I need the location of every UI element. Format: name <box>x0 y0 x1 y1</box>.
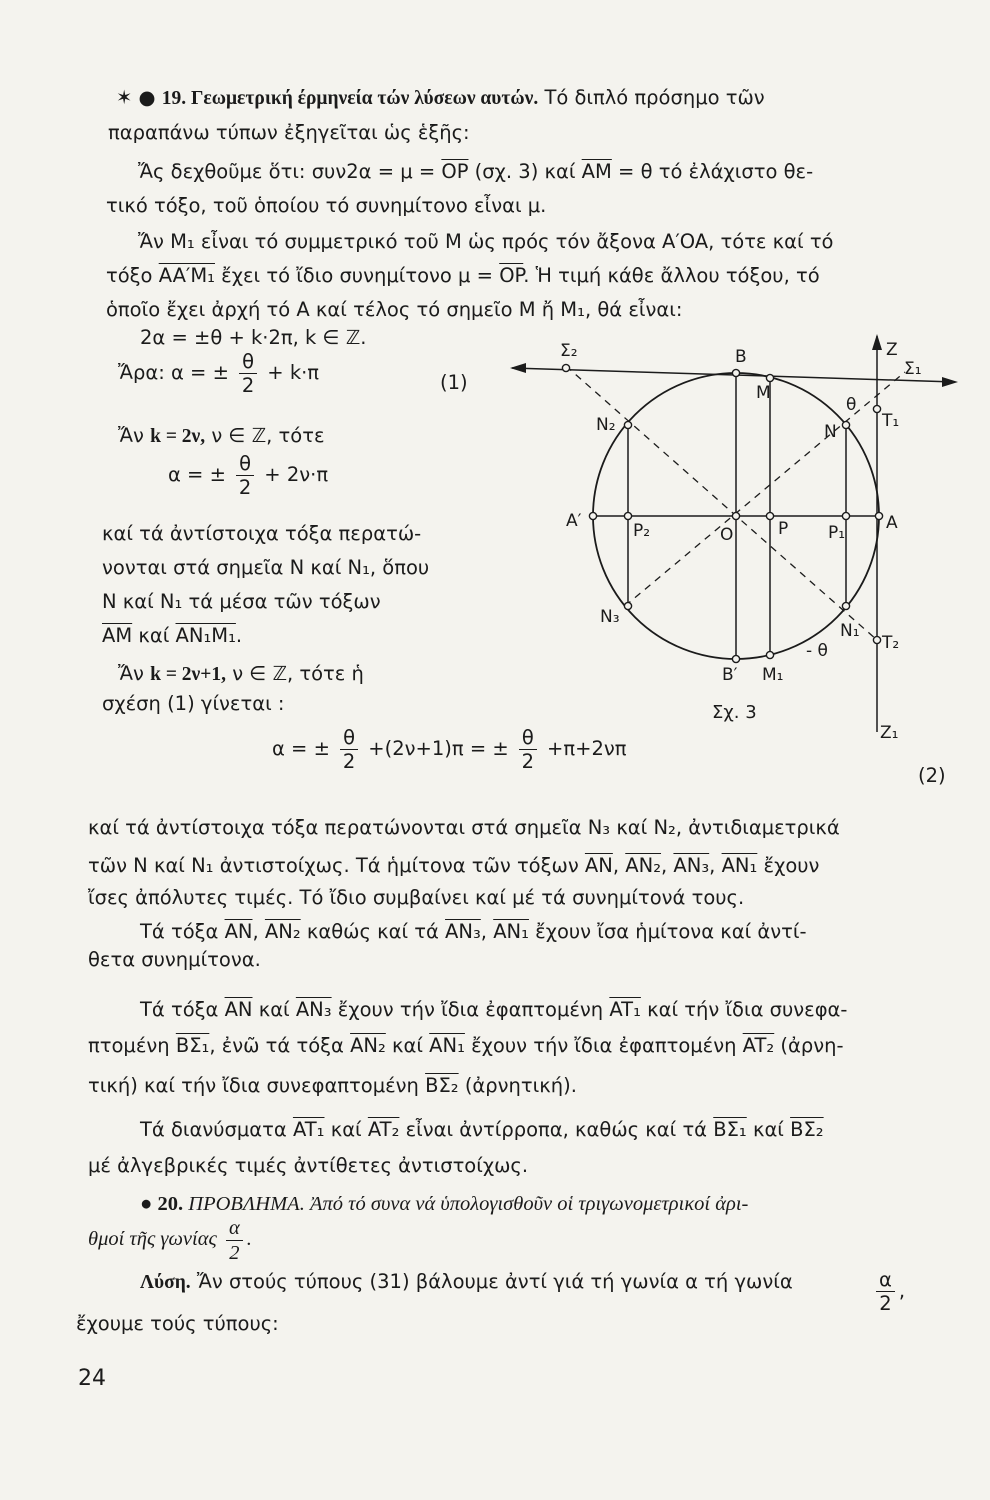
text: καί <box>746 1118 791 1141</box>
segment: BΣ₁ <box>175 1034 210 1057</box>
text: Ἄν στούς τύπους (31) βάλουμε ἀντί γιά τή γωνία α τή γωνία <box>190 1270 793 1293</box>
text: , <box>898 1279 906 1302</box>
label-a-prime: A′ <box>566 511 582 531</box>
text: . <box>235 624 243 647</box>
arc: AN₂ <box>264 920 301 943</box>
numerator: θ <box>340 728 358 750</box>
point-b <box>732 369 739 376</box>
point-n <box>842 421 849 428</box>
label-m1: M₁ <box>762 665 784 685</box>
paragraph-line: θετα συνημίτονα. <box>88 948 261 971</box>
point-a <box>875 512 882 519</box>
text: ἔχουν τήν ἴδια ἐφαπτομένη <box>464 1034 743 1057</box>
paragraph-line: καί τά ἀντίστοιχα τόξα περατώνονται στά σημεῖα N₃ καί N₂, ἀντιδιαμετρικά <box>88 816 840 839</box>
label-t1: T₁ <box>882 411 900 431</box>
arrow-right <box>942 377 958 387</box>
label-s1: Σ₁ <box>904 359 922 379</box>
segment-op: $\overline{OP}$ <box>499 264 524 287</box>
arc: AN₃ <box>295 998 332 1021</box>
point-m <box>766 374 773 381</box>
text: Ἄν <box>118 424 151 447</box>
arc: AN₁ <box>429 1034 465 1057</box>
numerator: θ <box>236 454 254 476</box>
numerator: α <box>876 1270 895 1292</box>
point-t1 <box>873 405 880 412</box>
text: (σχ. 3) καί <box>468 160 582 183</box>
vector: AT₁ <box>292 1118 325 1141</box>
numerator: θ <box>239 352 257 374</box>
label-m: M <box>756 383 771 403</box>
numerator: α <box>226 1218 243 1241</box>
denominator: 2 <box>229 1241 240 1264</box>
label-minus-theta: - θ <box>806 641 828 661</box>
paragraph-line: καί τά ἀντίστοιχα τόξα περατώ- <box>102 522 422 545</box>
arc: AN₁ <box>493 920 529 943</box>
text-line: παραπάνω τύπων ἐξηγεῖται ὡς ἑξῆς: <box>108 121 470 144</box>
denominator: 2 <box>521 749 535 773</box>
text: ν ∈ ℤ, τότε <box>205 424 325 447</box>
arc: $\overline{AN}$ <box>224 998 253 1021</box>
eq-lhs: α = ± <box>168 463 226 486</box>
point-a-prime <box>589 512 596 519</box>
denominator: 2 <box>342 749 356 773</box>
label-p1: P₁ <box>828 523 846 543</box>
arc: AN₁ <box>721 854 758 877</box>
point-b-prime <box>732 655 739 662</box>
figure-caption: Σχ. 3 <box>712 702 757 723</box>
eq-lhs: α = ± <box>272 737 330 760</box>
equation-tag-1: (1) <box>440 371 468 394</box>
equation-tag-2: (2) <box>918 764 946 787</box>
arc: AN₂ <box>350 1034 386 1057</box>
point-p1 <box>842 512 849 519</box>
label-n1: N₁ <box>840 621 860 641</box>
point-p <box>766 512 773 519</box>
paragraph-line: N καί N₁ τά μέσα τῶν τόξων <box>102 590 381 613</box>
paragraph-line: τικό τόξο, τοῦ ὁποίου τό συνημίτονο εἶναι μ. <box>106 194 547 217</box>
text: ἔχουν <box>757 854 820 877</box>
point-m1 <box>766 651 773 658</box>
condition: k = 2ν+1, <box>150 664 226 685</box>
text: τῶν N καί N₁ ἀντιστοίχως. Τά ἡμίτονα τῶν τόξων <box>88 854 585 877</box>
condition: k = 2ν, <box>150 426 206 447</box>
section-marker: ✶ ● <box>116 86 156 109</box>
label-n: N <box>824 422 837 442</box>
point-s2 <box>562 364 569 371</box>
text: , <box>480 920 494 943</box>
text: εἶναι ἀντίρροπα, καθώς καί τά <box>399 1118 714 1141</box>
text: πτομένη <box>88 1034 176 1057</box>
text: Ἄν <box>118 662 151 685</box>
text: Ἄς δεχθοῦμε ὅτι: συν2α = μ = <box>138 160 442 183</box>
text: , <box>252 920 265 943</box>
arc: AN₃ <box>673 854 710 877</box>
paragraph-line: ἴσες ἀπόλυτες τιμές. Τό ἴδιο συμβαίνει καί μέ τά συνημίτονά τους. <box>88 886 745 909</box>
label-n3: N₃ <box>600 607 620 627</box>
text: ἔχουν ἴσα ἡμίτονα καί ἀντί- <box>528 920 807 943</box>
segment: AT₂ <box>742 1034 775 1057</box>
arc-am: $\overline{AM}$ <box>581 160 612 183</box>
label-o: O <box>720 525 734 545</box>
paragraph-line: ἔχουμε τούς τύπους: <box>76 1312 279 1335</box>
label-z: Z <box>886 340 898 360</box>
text: καί <box>385 1034 430 1057</box>
section-title: 19. Γεωμετρική έρμηνεία τών λύσεων αυτών. <box>161 88 539 109</box>
numerator: θ <box>519 728 537 750</box>
dashed-line-s2-t2 <box>566 366 877 640</box>
label-n2: N₂ <box>596 415 616 435</box>
text: καί <box>252 998 296 1021</box>
denominator: 2 <box>238 475 252 499</box>
paragraph-line: νονται στά σημεῖα N καί N₁, ὅπου <box>102 556 430 579</box>
arrow-left <box>510 363 526 373</box>
point-n1 <box>842 602 849 609</box>
vector: AT₂ <box>367 1118 400 1141</box>
text: τική) καί τήν ἴδια συνεφαπτομένη <box>88 1074 426 1097</box>
label-z1: Z₁ <box>880 723 899 743</box>
text: Τά τόξα <box>140 998 225 1021</box>
solution-label: Λύση. <box>140 1272 191 1293</box>
point-p2 <box>624 512 631 519</box>
point-n3 <box>624 602 631 609</box>
section-marker: ● <box>140 1193 153 1215</box>
segment: BΣ₂ <box>425 1074 459 1097</box>
denominator: 2 <box>241 373 255 397</box>
segment: AT₁ <box>609 998 641 1021</box>
arc: AN₂ <box>625 854 662 877</box>
paragraph-line: Ἄν M₁ εἶναι τό συμμετρικό τοῦ M ὡς πρός τόν ἄξονα A′OA, τότε καί τό <box>138 230 834 253</box>
arc: $\overline{AN}$ <box>584 854 613 877</box>
text: (ἀρνη- <box>774 1034 844 1057</box>
text: ἔχει τό ἴδιο συνημίτονο μ = <box>214 264 500 287</box>
arrow-up <box>872 334 882 350</box>
text: . <box>246 1228 252 1251</box>
paragraph-line: ὁποῖο ἔχει ἀρχή τό A καί τέλος τό σημεῖο M ἤ M₁, θά εἶναι: <box>106 298 683 321</box>
text: = θ τό ἐλάχιστο θε- <box>611 160 814 183</box>
label-t2: T₂ <box>882 633 900 653</box>
eq-lhs: Ἄρα: α = ± <box>118 361 229 384</box>
text: . Ἡ τιμή κάθε ἄλλου τόξου, τό <box>523 264 820 287</box>
segment-op: $\overline{OP}$ <box>441 160 469 183</box>
paragraph-line: τῶν N καί N₁ ἀντιστοίχως. Τά ἡμίτονα τῶν τόξων $\overline{AN}$, AN₂, AN₃, AN₁ ἔχουν <box>88 854 820 877</box>
eq-mid: +(2ν+1)π = ± <box>368 737 509 760</box>
label-p: P <box>778 519 789 539</box>
denominator: 2 <box>879 1291 892 1315</box>
text: καθώς καί τά <box>300 920 446 943</box>
eq-rhs: +π+2νπ <box>547 737 627 760</box>
equation-2a: 2α = ±θ + k·2π, k ∈ ℤ. <box>140 326 367 349</box>
label-s2: Σ₂ <box>560 341 578 361</box>
vector: BΣ₁ <box>713 1118 747 1141</box>
arc-an1m1: AN₁M₁ <box>175 624 236 647</box>
arc: $\overline{AN}$ <box>224 920 253 943</box>
text: καί τήν ἴδια συνεφα- <box>640 998 848 1021</box>
point-t2 <box>873 636 880 643</box>
text: Τά τόξα <box>140 920 225 943</box>
problem-text: θμοί τῆς γωνίας <box>88 1228 217 1251</box>
text: (ἀρνητική). <box>458 1074 577 1097</box>
heading-text: Τό διπλό πρόσημο τῶν <box>538 86 765 109</box>
text: τόξο <box>106 264 159 287</box>
section-number: 20. <box>157 1193 184 1215</box>
dashed-line-n3-s1 <box>625 372 905 606</box>
vector: BΣ₂ <box>790 1118 824 1141</box>
text: ἔχουν τήν ἴδια ἐφαπτομένη <box>331 998 610 1021</box>
label-b: B <box>735 347 747 367</box>
eq-rhs: + k·π <box>267 361 320 384</box>
paragraph-line: σχέση (1) γίνεται : <box>102 692 285 715</box>
problem-text: Ἀπό τό συνα νά ὑπολογισθοῦν οἱ τριγωνομετρικοί ἀρι- <box>304 1193 749 1215</box>
label-a: A <box>886 513 898 533</box>
paragraph-line: μέ ἀλγεβρικές τιμές ἀντίθετες ἀντιστοίχως. <box>88 1154 529 1177</box>
eq-rhs: + 2ν·π <box>264 463 329 486</box>
text: ν ∈ ℤ, τότε ἡ <box>226 662 364 685</box>
section-title: ΠΡΟΒΛΗΜΑ. <box>188 1193 305 1215</box>
arc-am: $\overline{AM}$ <box>102 624 133 647</box>
label-p2: P₂ <box>633 521 651 541</box>
page-number: 24 <box>78 1366 106 1391</box>
point-n2 <box>624 421 631 428</box>
point-o <box>732 512 739 519</box>
arc-aam1: AA′M₁ <box>158 264 215 287</box>
arc: AN₃ <box>445 920 481 943</box>
text: , ἐνῶ τά τόξα <box>209 1034 351 1057</box>
text: Τά διανύσματα <box>140 1118 293 1141</box>
label-theta: θ <box>846 395 857 415</box>
label-b-prime: B′ <box>722 665 738 685</box>
text: καί <box>324 1118 368 1141</box>
text: καί <box>132 624 176 647</box>
